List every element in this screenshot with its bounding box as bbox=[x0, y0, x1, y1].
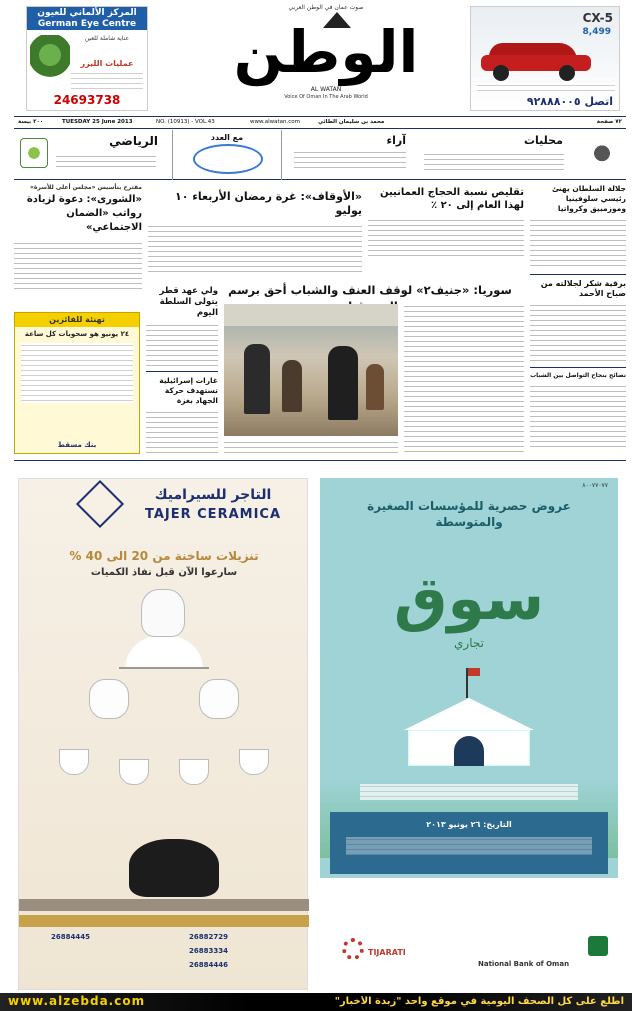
issue-date: TUESDAY 25 June 2013 bbox=[62, 119, 133, 125]
souq-date: التاريخ: ٢٦ يونيو ٢٠١٣ bbox=[426, 820, 512, 829]
tajer-phone-1: 26884445 bbox=[51, 933, 90, 941]
eye-centre-name-ar: المركز الألماني للعيون bbox=[27, 7, 147, 19]
masthead bbox=[0, 0, 632, 118]
headline-syria[interactable]: سوريا: «جنيف٢» لوقف العنف والشباب أحق برسم bbox=[228, 283, 512, 297]
tent-image bbox=[404, 668, 534, 768]
footer-url[interactable]: www.alzebda.com bbox=[8, 994, 146, 1008]
masthead-title-en: AL WATAN bbox=[310, 86, 342, 93]
eye-centre-phone: 24693738 bbox=[53, 93, 121, 107]
bank-banner: تهنئة للفائزين bbox=[15, 313, 139, 327]
tijarati-name: TIJARATI bbox=[368, 948, 406, 957]
souq-phone: ٨٠٠٧٧٠٧٧ bbox=[582, 482, 608, 489]
headline-success[interactable]: نصائح بنجاح التواصل بين الشباب bbox=[530, 372, 626, 379]
souq-info-band bbox=[330, 812, 608, 874]
tagline-ar: صوت عمان في الوطن العربي bbox=[288, 4, 364, 11]
info-bar bbox=[14, 116, 626, 129]
syria-photo bbox=[224, 304, 398, 436]
opinion-teaser[interactable] bbox=[290, 130, 410, 180]
eye-centre-ad[interactable] bbox=[26, 6, 148, 111]
hajj-story bbox=[368, 186, 524, 274]
tajer-phones bbox=[39, 933, 289, 985]
eye-image bbox=[30, 35, 70, 85]
souq-top-text: عروض حصرية للمؤسسات الصغيرة والمتوسطة bbox=[367, 499, 571, 529]
headline-hajj[interactable]: تقليص نسبة الحجاج العمانيين لهذا العام إلى ٢٠ ٪ bbox=[379, 187, 524, 211]
headline-shura[interactable]: «الشورى»: دعوة لزيادة رواتب «الضمان الاجتماعي» bbox=[26, 194, 142, 233]
website: www.alwatan.com bbox=[250, 119, 301, 125]
issue-number: NO. (10913) - VOL.43 bbox=[156, 119, 215, 125]
sports-teaser[interactable] bbox=[14, 130, 164, 180]
car-ad[interactable] bbox=[470, 6, 620, 111]
car-phone: ٩٢٨٨٨٠٠٥ bbox=[526, 95, 581, 108]
car-price: 8,499 bbox=[582, 27, 611, 37]
sports-label: الرياضي bbox=[109, 134, 158, 148]
footer-text: اطلع على كل الصحف اليومية في موقع واحد "زبدة الأخبار" bbox=[334, 996, 624, 1007]
price: ٢٠٠ بيسة bbox=[18, 119, 44, 125]
founder: محمد بن سليمان الطائي bbox=[318, 119, 385, 125]
nbo-name: National Bank of Oman bbox=[478, 960, 570, 968]
inside-label: مع العدد bbox=[210, 133, 244, 142]
headline-sultan[interactable]: جلالة السلطان يهنئ رئيسي سلوفينيا وموزمبيق وكرواتيا bbox=[552, 184, 626, 213]
eye-centre-text: عناية شاملة للعين bbox=[84, 35, 130, 42]
tagline-en: Voice Of Oman In The Arab World bbox=[284, 94, 368, 100]
tajer-logo-icon bbox=[76, 480, 124, 528]
souq-title: سوق bbox=[393, 564, 545, 634]
supplement-logo-icon bbox=[193, 144, 263, 174]
tajer-info-bar bbox=[19, 915, 309, 927]
teaser-strip bbox=[14, 130, 626, 180]
tajer-offer2: سارعوا الآن قبل نفاذ الكميات bbox=[90, 567, 238, 578]
local-teaser[interactable] bbox=[418, 130, 626, 180]
shura-kicker: مقترح بتأسيس «مجلس أعلى للأسرة» bbox=[29, 184, 142, 191]
masthead-title: الوطن bbox=[233, 18, 419, 86]
tajer-phone-4: 26884446 bbox=[189, 961, 228, 969]
nbo-logo-icon bbox=[588, 936, 608, 956]
sports-logo-icon bbox=[20, 138, 48, 168]
local-logo-icon bbox=[584, 138, 620, 172]
opinion-label: آراء bbox=[386, 134, 406, 147]
car-model: CX-5 bbox=[582, 11, 613, 25]
tajer-offer: تنزيلات ساخنة من 20 الى 40 % bbox=[69, 549, 259, 563]
eye-centre-offer: عمليات الليزر bbox=[80, 59, 134, 68]
car-call-label: اتصل bbox=[584, 95, 613, 108]
bank-ad[interactable] bbox=[14, 312, 140, 454]
right-column bbox=[530, 184, 626, 454]
tajer-name-ar: التاجر للسيراميك bbox=[154, 487, 272, 503]
tajer-ad[interactable] bbox=[18, 478, 308, 990]
logo bbox=[195, 2, 457, 114]
tajer-phone-2: 26882729 bbox=[189, 933, 228, 941]
local-label: محليات bbox=[524, 134, 563, 147]
bank-name: بنك مسقط bbox=[57, 441, 97, 449]
bank-text: ٢٤ يونيو هو سحوبات كل ساعة bbox=[24, 330, 130, 338]
shura-story bbox=[14, 184, 142, 294]
headline-israel[interactable]: غارات إسرائيلية تستهدف حركة الجهاد بغزة bbox=[159, 376, 218, 405]
souq-subtitle: تجاري bbox=[454, 636, 484, 650]
car-image bbox=[481, 37, 591, 79]
qatar-story bbox=[146, 286, 218, 456]
souq-ad[interactable] bbox=[320, 478, 618, 990]
car-call bbox=[527, 95, 613, 108]
tea-set-image bbox=[49, 589, 289, 819]
inside-teaser[interactable] bbox=[172, 130, 282, 180]
tajer-name-en: TAJER CERAMICA bbox=[144, 507, 282, 522]
tajer-phone-3: 26883334 bbox=[189, 947, 228, 955]
headline-telegram[interactable]: برقية شكر لجلالته من صباح الأحمد bbox=[540, 279, 626, 298]
eye-centre-name-en: German Eye Centre bbox=[27, 19, 147, 30]
headline-awqaf[interactable]: «الأوقاف»: غرة رمضان الأربعاء ١٠ يوليو bbox=[174, 190, 362, 217]
awqaf-story bbox=[148, 190, 362, 270]
black-teapot-image bbox=[129, 839, 219, 897]
headline-qatar[interactable]: ولي عهد قطر يتولى السلطة اليوم bbox=[159, 286, 218, 318]
footer bbox=[0, 993, 632, 1011]
page-count: ٧٢ صفحة bbox=[596, 119, 622, 125]
tijarati-logo-icon bbox=[342, 938, 364, 960]
